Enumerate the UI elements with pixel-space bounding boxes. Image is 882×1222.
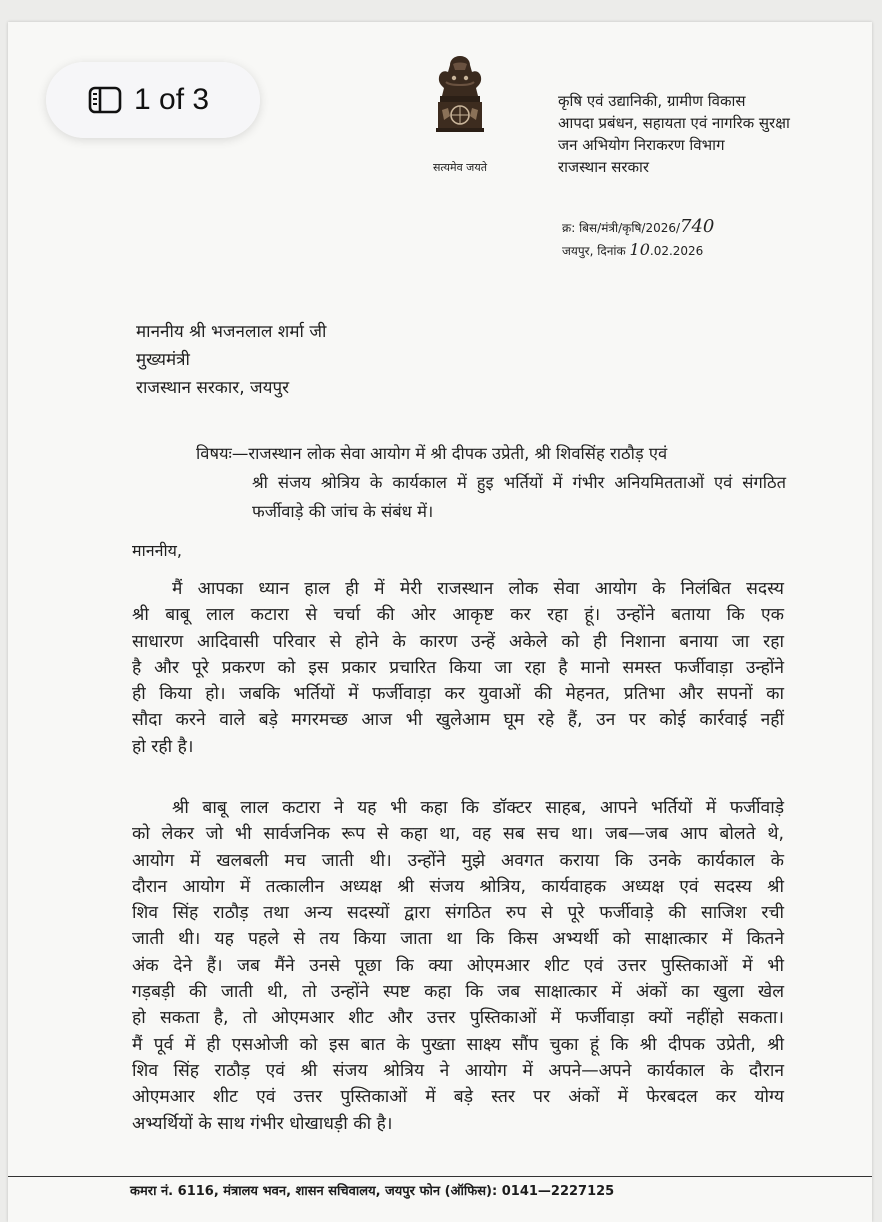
reference-handwritten-number: 740 xyxy=(680,216,715,237)
department-line: जन अभियोग निराकरण विभाग xyxy=(558,136,725,154)
salutation: माननीय, xyxy=(132,541,182,560)
emblem-motto: सत्यमेव जयते xyxy=(432,161,487,174)
subject-first-line: विषयः—राजस्थान लोक सेवा आयोग में श्री दीपक उप्रेती, श्री शिवसिंह राठौड़ एवं xyxy=(196,444,668,463)
reference-number xyxy=(562,216,714,239)
addressee-line: माननीय श्री भजनलाल शर्मा जी xyxy=(136,322,327,342)
subject-continuation: श्री संजय श्रोत्रिय के कार्यकाल में हुइ भर्तियों में गंभीर अनियमितताओं एवं संगठित फर्जीवाड़े की जांच के संबंध में। xyxy=(252,473,786,521)
paragraph-line: को लेकर जो भी सार्वजनिक रूप से कहा था, वह सब सच था। जब—जब आप बोलते थे, xyxy=(132,824,784,845)
paragraph-line: मैं पूर्व में ही एसओजी को इस बात के पुख्ता साक्ष्य सौंप चुका हूं कि श्री दीपक उप्रेती, श्री xyxy=(132,1034,784,1055)
department-block xyxy=(558,90,790,178)
paragraph-line: श्री बाबू लाल कटारा ने यह भी कहा कि डॉक्टर साहब, आपने भर्तियों में फर्जीवाड़े xyxy=(172,798,784,818)
page-counter-pill[interactable] xyxy=(46,62,260,138)
paragraph-line: श्री बाबू लाल कटारा से चर्चा की ओर आकृष्ट कर रहा हूं। उन्होंने बताया कि एक xyxy=(132,605,784,626)
paragraph-line: जाती थी। यह पहले से तय किया जाता था कि किस अभ्यर्थी को साक्षात्कार में कितने xyxy=(132,929,784,950)
paragraph-line: है और पूरे प्रकरण को इस प्रकार प्रचारित किया जा रहा है मानो समस्त फर्जीवाड़ा उन्होंने xyxy=(132,657,784,678)
paragraph-line: अभ्यर्थियों के साथ गंभीर धोखाधड़ी की है। xyxy=(132,1113,393,1134)
footer-address: कमरा नं. 6116, मंत्रालय भवन, शासन सचिवालय, जयपुर फोन (ऑफिस): 0141—2227125 xyxy=(130,1184,615,1199)
paragraph-line: मैं आपका ध्यान हाल ही में मेरी राजस्थान लोक सेवा आयोग के निलंबित सदस्य xyxy=(172,579,784,599)
body-paragraph-2 xyxy=(132,795,784,1137)
paragraph-line: गड़बड़ी की जाती थी, तो उन्होंने स्पष्ट कहा कि जब साक्षात्कार में अंकों का खुला खेल xyxy=(132,982,784,1003)
date-handwritten-day: 10 xyxy=(629,240,650,259)
department-line: आपदा प्रबंधन, सहायता एवं नागरिक सुरक्षा xyxy=(558,114,790,132)
paragraph-line: शिव सिंह राठौड़ तथा अन्य सदस्यों द्वारा संगठित रुप से पूरे फर्जीवाड़े की साजिश रची xyxy=(132,903,784,924)
subject-block xyxy=(196,439,786,526)
pages-icon xyxy=(88,86,122,114)
state-emblem-icon xyxy=(420,50,500,158)
addressee-line: राजस्थान सरकार, जयपुर xyxy=(136,378,290,398)
department-line: राजस्थान सरकार xyxy=(558,158,650,176)
footer-divider xyxy=(8,1176,872,1177)
paragraph-line: हो सकता है, तो ओएमआर शीट और उत्तर पुस्तिकाओं में फर्जीवाड़ा क्यों नहींहो सकता। xyxy=(132,1008,784,1029)
page-counter-text: 1 of 3 xyxy=(134,83,210,116)
paragraph-line: शिव सिंह राठौड़ एवं श्री संजय श्रोत्रिय ने आयोग में अपने—अपने कार्यकाल के दौरान xyxy=(132,1060,784,1081)
paragraph-line: आयोग में खलबली मच जाती थी। उन्होंने मुझे अवगत कराया कि उनके कार्यकाल के xyxy=(132,850,784,871)
paragraph-line: ओएमआर शीट एवं उत्तर पुस्तिकाओं में बड़े स्तर पर अंकों में फेरबदल कर योग्य xyxy=(132,1087,784,1108)
department-line: कृषि एवं उद्यानिकी, ग्रामीण विकास xyxy=(558,92,746,110)
addressee-line: मुख्यमंत्री xyxy=(136,350,190,370)
letter-date xyxy=(562,239,714,262)
reference-block xyxy=(562,216,714,262)
paragraph-line: हो रही है। xyxy=(132,736,194,757)
paragraph-line: दौरान आयोग में तत्कालीन अध्यक्ष श्री संजय श्रोत्रिय, कार्यवाहक अध्यक्ष एवं सदस्य श्री xyxy=(132,876,784,897)
paragraph-line: सौदा करने वाले बड़े मगरमच्छ आज भी खुलेआम घूम रहे हैं, उन पर कोई कार्रवाई नहीं xyxy=(132,710,784,731)
letterhead-emblem xyxy=(400,50,520,190)
reference-prefix: क्र: बिस/मंत्री/कृषि/2026/ xyxy=(562,221,681,235)
addressee-block xyxy=(136,318,326,402)
paragraph-line: साधारण आदिवासी परिवार से होने के कारण उन्हें अकेले को ही निशाना बनाया जा रहा xyxy=(132,631,784,652)
body-paragraph-1 xyxy=(132,576,784,760)
date-rest: .02.2026 xyxy=(649,244,704,258)
date-prefix: जयपुर, दिनांक xyxy=(562,244,626,258)
paragraph-line: अंक देने हैं। जब मैंने उनसे पूछा कि क्या ओएमआर शीट एवं उत्तर पुस्तिकाओं में भी xyxy=(132,955,784,976)
paragraph-line: ही किया हो। जबकि भर्तियों में फर्जीवाड़ा कर युवाओं की मेहनत, प्रतिभा और सपनों का xyxy=(132,684,784,705)
